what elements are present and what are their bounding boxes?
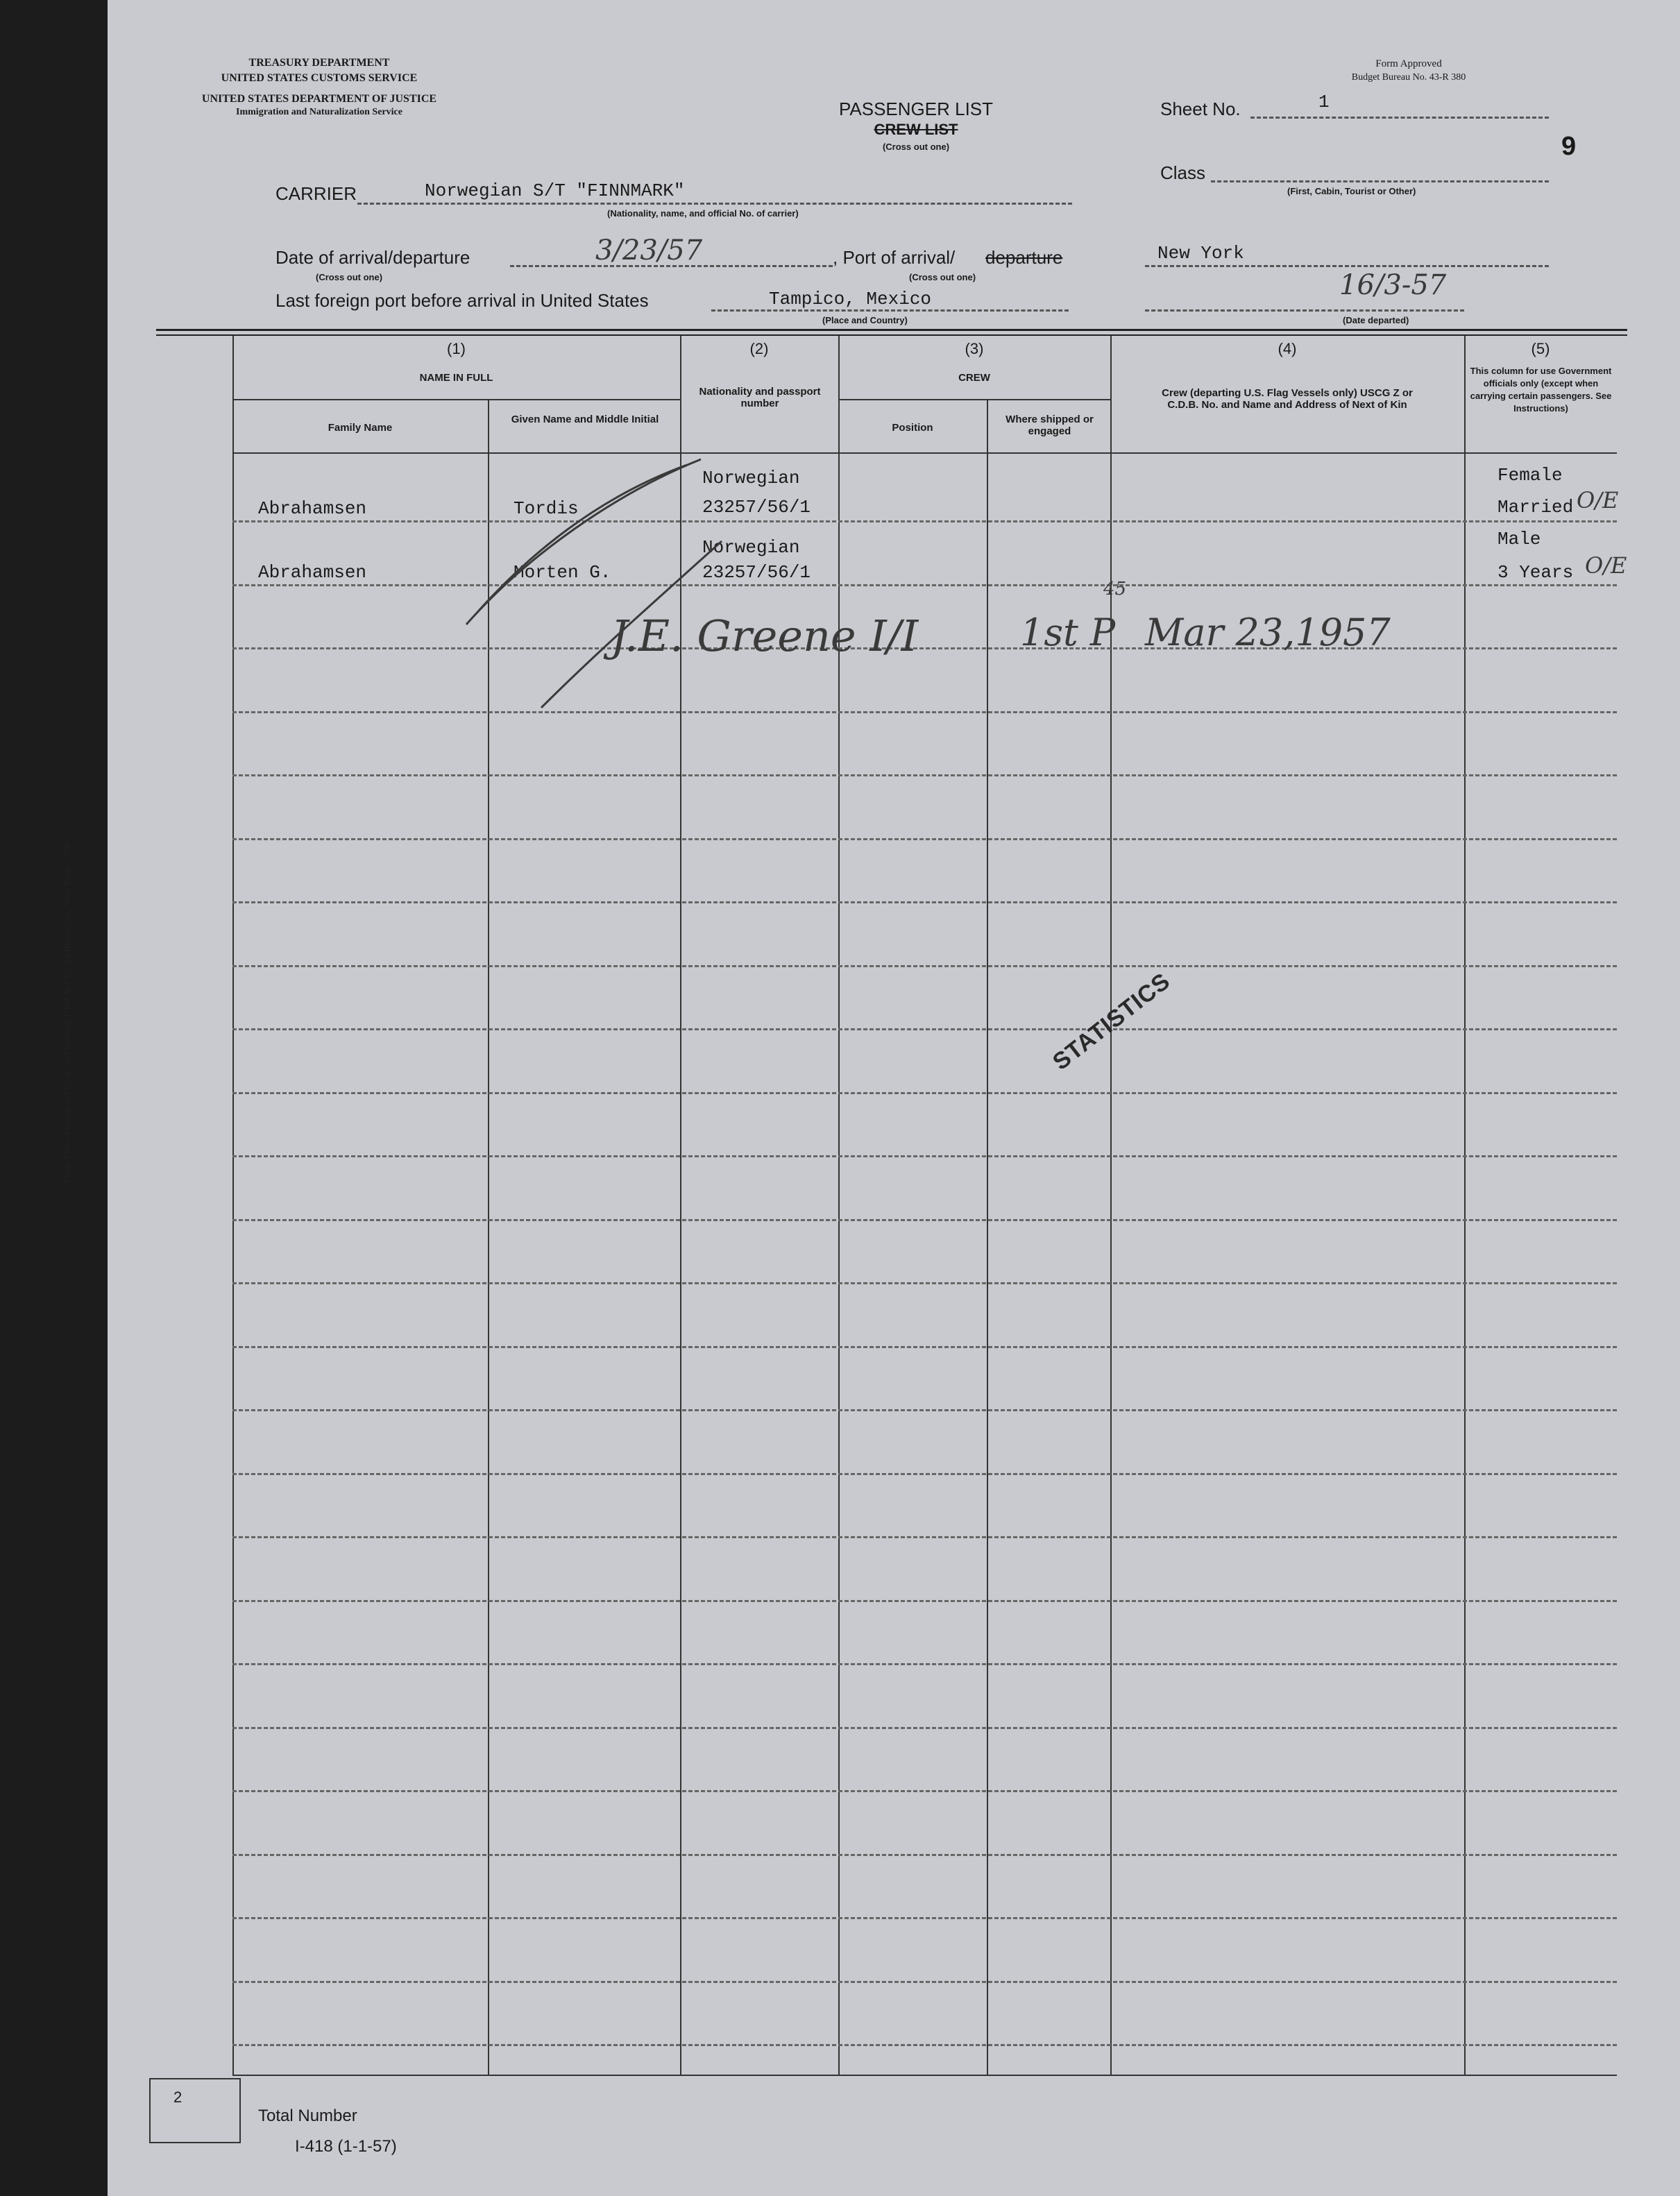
col1a-header: Family Name (328, 422, 393, 434)
row-ruling (232, 711, 1617, 713)
carrier-hint: (Nationality, name, and official No. of carrier) (607, 208, 799, 219)
last-port-hint: (Place and Country) (822, 315, 908, 325)
row-ruling (232, 774, 1617, 776)
row1-col5-line1: Female (1497, 465, 1563, 486)
row-ruling (232, 2044, 1617, 2046)
row-ruling (232, 1600, 1617, 1602)
date-value: 3/23/57 (595, 235, 703, 266)
carrier-value: Norwegian S/T "FINNMARK" (425, 180, 685, 201)
budget-bureau-number: Budget Bureau No. 43-R 380 (1351, 72, 1466, 83)
signature-note-superscript: 45 (1103, 579, 1127, 599)
date-cross-hint: (Cross out one) (316, 272, 383, 282)
row2-passport: 23257/56/1 (702, 562, 811, 583)
row-ruling (232, 1155, 1617, 1157)
col4-number: (4) (1278, 340, 1297, 357)
class-hint: (First, Cabin, Tourist or Other) (1287, 186, 1416, 196)
last-port-value: Tampico, Mexico (769, 289, 932, 309)
carrier-label: CARRIER (275, 183, 357, 204)
row-ruling (232, 901, 1617, 903)
form-title: PASSENGER LIST (838, 99, 994, 119)
examiner-signature: J.E. Greene I/I (611, 611, 919, 661)
col3-number: (3) (965, 340, 984, 357)
row-ruling (232, 520, 1617, 522)
printer-imprint: Form 110—Printed in U.S.A. and Sold by UNZ & CO., 24 Beaver St., New York—558 (62, 842, 73, 1183)
page-mark: 9 (1561, 132, 1577, 161)
port-label-struck: departure (985, 247, 1063, 268)
row-ruling (232, 838, 1617, 840)
row-ruling (232, 647, 1617, 649)
col1-title: NAME IN FULL (419, 372, 493, 384)
row-ruling (232, 1727, 1617, 1729)
total-number-value: 2 (173, 2088, 183, 2106)
col5-number: (5) (1531, 340, 1550, 357)
agency-line-3: UNITED STATES DEPARTMENT OF JUSTICE (201, 93, 437, 105)
statistics-stamp: STATISTICS (1048, 967, 1176, 1075)
col3b-header: Where shipped or engaged (1006, 414, 1094, 437)
sheet-value: 1 (1318, 92, 1330, 112)
row1-passport: 23257/56/1 (702, 497, 811, 518)
row2-given-name: Morten G. (514, 562, 611, 583)
row-ruling (232, 1663, 1617, 1665)
row-ruling (232, 1536, 1617, 1538)
row-ruling (232, 1409, 1617, 1411)
date-departed-value: 16/3-57 (1339, 269, 1447, 301)
row-ruling (232, 1282, 1617, 1284)
col1b-header: Given Name and Middle Initial (511, 414, 659, 425)
signature-note: 1st P (1020, 611, 1116, 654)
total-number-label: Total Number (258, 2106, 357, 2125)
signature-date: Mar 23,1957 (1145, 611, 1391, 654)
form-number: I-418 (1-1-57) (295, 2137, 397, 2156)
form-title-struck: CREW LIST (874, 121, 958, 138)
date-label: Date of arrival/departure (275, 247, 470, 268)
row-ruling (232, 1790, 1617, 1792)
row2-family-name: Abrahamsen (258, 562, 367, 583)
row-ruling (232, 1219, 1617, 1221)
row-ruling (232, 1346, 1617, 1348)
row1-family-name: Abrahamsen (258, 498, 367, 519)
col1-number: (1) (447, 340, 466, 357)
col2-title: Nationality and passport number (699, 386, 821, 409)
row1-nationality: Norwegian (702, 468, 800, 488)
row-ruling (232, 1092, 1617, 1094)
row1-col5-mark: O/E (1577, 487, 1619, 513)
form-approved-label: Form Approved (1375, 58, 1442, 69)
port-cross-hint: (Cross out one) (909, 272, 976, 282)
row-ruling (232, 1473, 1617, 1475)
row-ruling (232, 1981, 1617, 1983)
total-number-box (149, 2078, 241, 2143)
port-label: , Port of arrival/ (833, 247, 956, 268)
row-ruling (232, 1028, 1617, 1030)
date-departed-hint: (Date departed) (1343, 315, 1409, 325)
cross-out-hint: (Cross out one) (882, 142, 950, 152)
port-value: New York (1157, 243, 1244, 264)
row1-given-name: Tordis (514, 498, 579, 519)
class-label: Class (1160, 162, 1206, 183)
agency-line-4: Immigration and Naturalization Service (236, 107, 402, 117)
col3-title: CREW (958, 372, 990, 384)
col5-title: This column for use Government officials only (except when carrying certain passengers. See Instructions) (1470, 366, 1612, 414)
col4-title: Crew (departing U.S. Flag Vessels only) USCG Z or C.D.B. No. and Name and Address of Next of Kin (1162, 387, 1413, 411)
row2-col5-line1: Male (1497, 529, 1541, 550)
sheet-label: Sheet No. (1160, 99, 1241, 119)
pen-cancel-strokes (458, 444, 749, 722)
row2-col5-line2: 3 Years (1497, 562, 1574, 583)
row2-nationality: Norwegian (702, 537, 800, 558)
row1-col5-line2: Married (1497, 497, 1574, 518)
row-ruling (232, 584, 1617, 586)
col3a-header: Position (892, 422, 933, 434)
agency-line-1: TREASURY DEPARTMENT (248, 57, 390, 69)
last-port-label: Last foreign port before arrival in United States (275, 290, 649, 311)
row-ruling (232, 1854, 1617, 1856)
row-ruling (232, 1917, 1617, 1919)
row-ruling (232, 965, 1617, 967)
row2-col5-mark: O/E (1585, 552, 1627, 579)
agency-line-2: UNITED STATES CUSTOMS SERVICE (221, 72, 418, 84)
col2-number: (2) (749, 340, 769, 357)
